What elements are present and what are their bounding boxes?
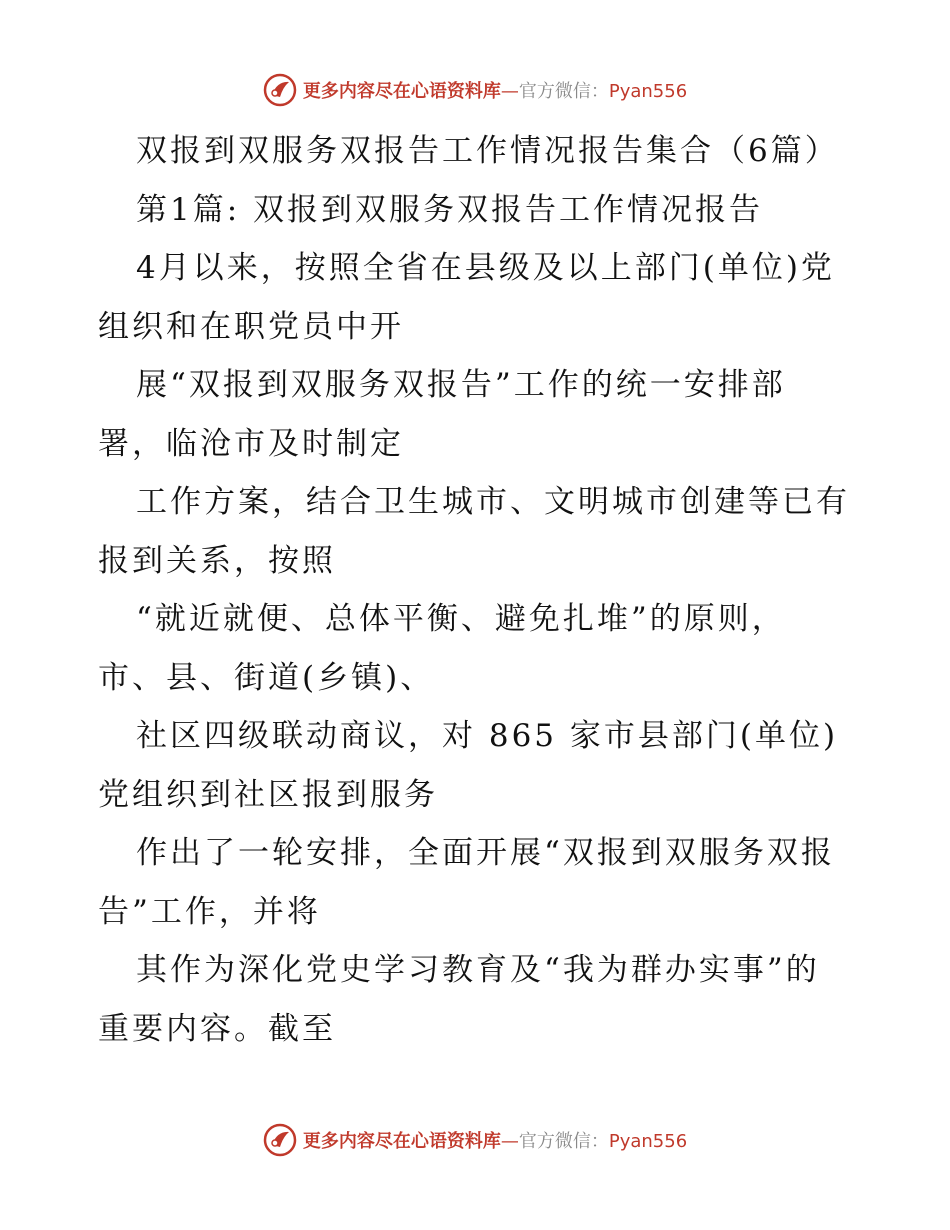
document-body [98,122,858,1058]
paragraph-line: 告”工作，并将 [98,893,321,930]
paragraph-line: 重要内容。截至 [98,1010,336,1047]
banner-text [303,77,687,103]
paragraph-line: 署，临沧市及时制定 [98,425,404,462]
banner-site-name: 更多内容尽在心语资料库 [302,1131,501,1152]
paragraph-line: 报到关系，按照 [98,542,336,579]
paragraph-line: 党组织到社区报到服务 [98,776,438,813]
banner-wechat-label: 官方微信： [518,1131,609,1152]
banner-site-name: 更多内容尽在心语资料库 [302,81,501,102]
footer-banner [0,1120,950,1160]
logo-icon [263,73,297,107]
paragraph-line: 组织和在职党员中开 [98,308,404,345]
paragraph-line: 展“双报到双服务双报告”工作的统一安排部 [136,367,786,403]
document-title: 双报到双服务双报告工作情况报告集合（6篇） [136,133,839,169]
paragraph-line: “就近就便、总体平衡、避免扎堆”的原则， [136,601,786,637]
paragraph-line: 社区四级联动商议，对 865 家市县部门(单位) [136,718,839,754]
paragraph-line: 4月以来，按照全省在县级及以上部门(单位)党 [136,250,835,286]
header-banner [0,70,950,110]
logo-icon [263,1123,297,1157]
banner-wechat-id: Pyan556 [608,1131,688,1152]
paragraph-line: 其作为深化党史学习教育及“我为群办实事”的 [136,952,820,988]
banner-text [303,1127,687,1153]
paragraph-line: 市、县、街道(乡镇)、 [98,659,435,696]
banner-wechat-id: Pyan556 [608,81,688,102]
banner-wechat-label: 官方微信： [518,81,609,102]
paragraph-line: 工作方案，结合卫生城市、文明城市创建等已有 [136,484,850,520]
banner-dash: — [500,81,519,102]
section-heading: 第1篇: 双报到双服务双报告工作情况报告 [136,191,764,228]
paragraph-line: 作出了一轮安排，全面开展“双报到双服务双报 [136,835,835,871]
banner-dash: — [500,1131,519,1152]
